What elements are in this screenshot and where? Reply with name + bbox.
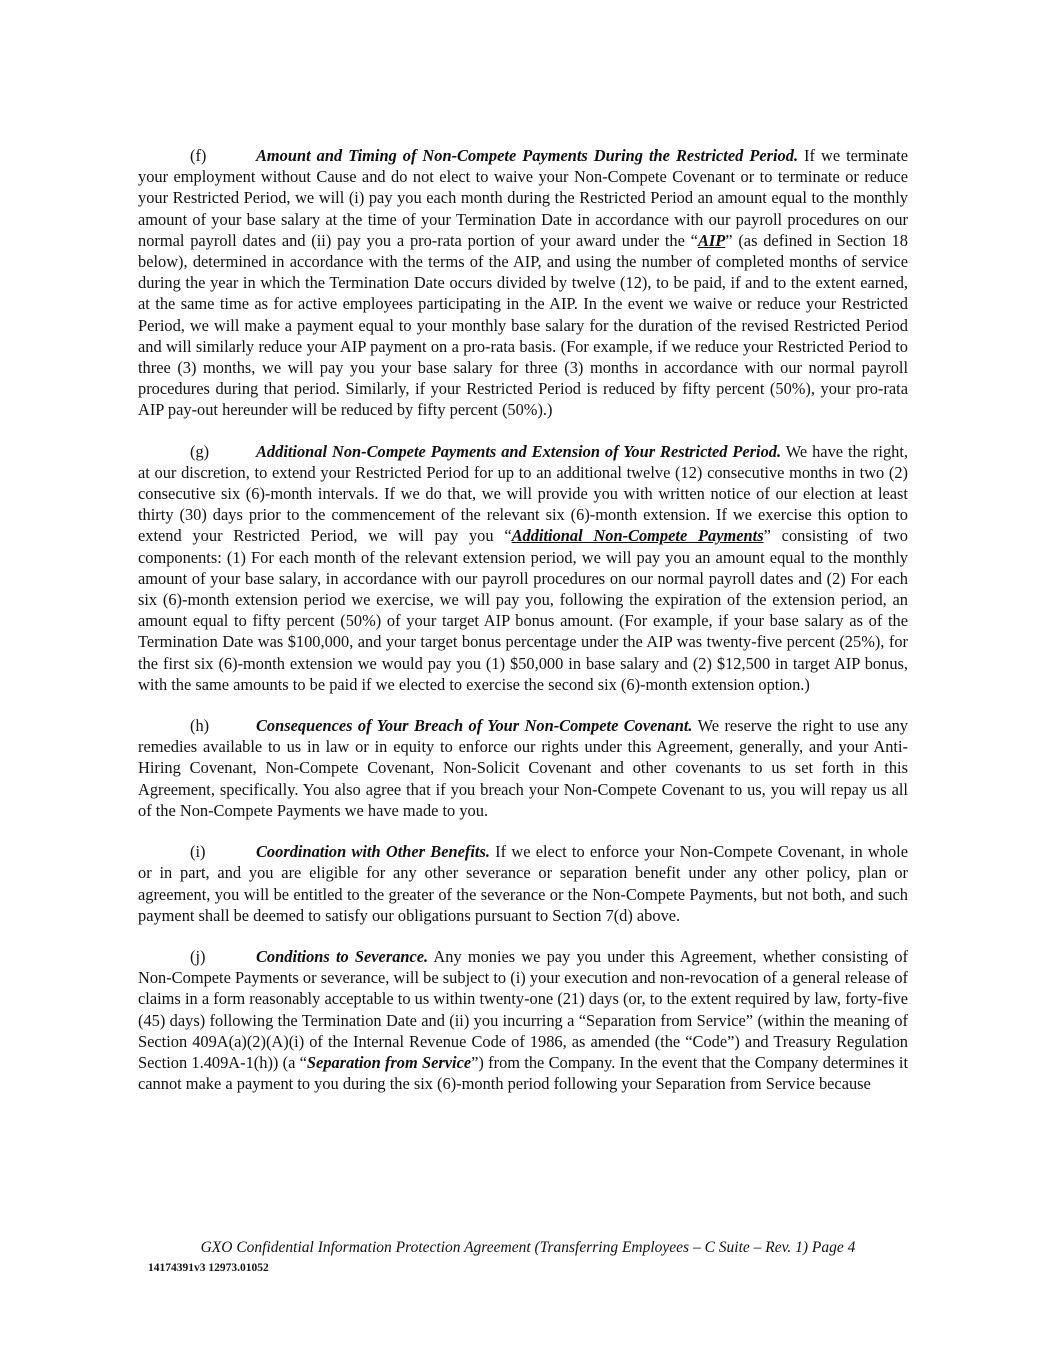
defined-term: AIP bbox=[697, 230, 726, 250]
section-i bbox=[138, 841, 908, 926]
document-body bbox=[138, 145, 908, 1114]
section-heading: Coordination with Other Benefits. bbox=[256, 842, 490, 862]
section-text: If we elect to enforce your Non-Compete Covenant, in whole or in part, and you are eligible for any other severance or separation benefit under any other policy, plan or agreement, you will be entitled to the greater of the severance or the Non-Compete Payments, but not both, and such payment shall be deemed to satisfy our obligations pursuant to Section 7(d) above. bbox=[138, 842, 908, 925]
section-label: (f) bbox=[190, 146, 207, 165]
footer-doc-id: 14174391v3 12973.01052 bbox=[148, 1262, 269, 1274]
section-text-continued: ” (as defined in Section 18 below), determined in accordance with the terms of the AIP, and using the number of completed months of service during the year in which the Termination Date occurs divided by twelve (12), to be paid, if and to the extent earned, at the same time as for active employees participating in the AIP. In the event we waive or reduce your Restricted Period, we will make a payment equal to your monthly base salary for the duration of the revised Restricted Period and will similarly reduce your AIP payment on a pro-rata basis. (For example, if we reduce your Restricted Period to three (3) months, we will pay you your base salary for three (3) months in accordance with our normal payroll procedures during that period. Similarly, if your Restricted Period is reduced by fifty percent (50%), your pro-rata AIP pay-out hereunder will be reduced by fifty percent (50%).) bbox=[138, 230, 908, 420]
section-label: (h) bbox=[190, 716, 210, 736]
section-heading: Amount and Timing of Non-Compete Payments During the Restricted Period. bbox=[256, 146, 799, 165]
section-label: (j) bbox=[190, 946, 206, 966]
defined-term: Additional Non-Compete Payments bbox=[511, 526, 764, 546]
section-label: (i) bbox=[190, 842, 206, 862]
section-heading: Conditions to Severance. bbox=[256, 946, 429, 966]
section-text: Any monies we pay you under this Agreement, whether consisting of Non-Compete Payments or severance, will be subject to (i) your execution and non-revocation of a general release of claims in a form reasonably acceptable to us within twenty-one (21) days (or, to the extent required by law, forty-five (45) days) following the Termination Date and (ii) you incurring a “Separation from Service” (within the meaning of Section 409A(a)(2)(A)(i) of the Internal Revenue Code of 1986, as amended (the “Code”) and Treasury Regulation Section 1.409A-1(h)) (a “ bbox=[138, 946, 908, 1072]
section-text: If we terminate your employment without Cause and do not elect to waive your Non-Compete Covenant or to terminate or reduce your Restricted Period, we will (i) pay you each month during the Restricted Period an amount equal to the monthly amount of your base salary at the time of your Termination Date in accordance with our payroll procedures on our normal payroll dates and (ii) pay you a pro-rata portion of your award under the “ bbox=[138, 146, 908, 250]
section-text-continued: ”) from the Company. In the event that the Company determines it cannot make a payment to you during the six (6)-month period following your Separation from Service because bbox=[138, 1052, 908, 1094]
defined-term: Separation from Service bbox=[306, 1052, 472, 1072]
section-heading: Consequences of Your Breach of Your Non-Compete Covenant. bbox=[256, 716, 693, 736]
section-label: (g) bbox=[190, 441, 210, 461]
section-j bbox=[138, 946, 908, 1094]
section-g bbox=[138, 441, 908, 695]
section-f bbox=[138, 145, 908, 421]
section-text-continued: ” consisting of two components: (1) For each month of the relevant extension period, we will pay you an amount equal to the monthly amount of your base salary, in accordance with our payroll procedures on our normal payroll dates and (2) For each six (6)-month extension period we exercise, we will pay you, following the expiration of the extension period, an amount equal to fifty percent (50%) of your target AIP bonus amount. (For example, if your base salary as of the Termination Date was $100,000, and your target bonus percentage under the AIP was twenty-five percent (25%), for the first six (6)-month extension we would pay you (1) $50,000 in base salary and (2) $12,500 in target AIP bonus, with the same amounts to be paid if we elected to exercise the second six (6)-month extension option.) bbox=[138, 526, 908, 694]
footer-title: GXO Confidential Information Protection Agreement (Transferring Employees – C Suite – Rev. 1) Page 4 bbox=[200, 1239, 856, 1256]
section-text: We have the right, at our discretion, to extend your Restricted Period for up to an additional twelve (12) consecutive months in two (2) consecutive six (6)-month intervals. If we do that, we will provide you with written notice of our election at least thirty (30) days prior to the commencement of the relevant six (6)-month extension. If we exercise this option to extend your Restricted Period, we will pay you “ bbox=[138, 441, 909, 546]
page-footer bbox=[148, 1238, 908, 1278]
section-text: We reserve the right to use any remedies available to us in law or in equity to enforce our rights under this Agreement, generally, and your Anti-Hiring Covenant, Non-Compete Covenant, Non-Solicit Covenant and other covenants to us set forth in this Agreement, specifically. You also agree that if you breach your Non-Compete Covenant to us, you will repay us all of the Non-Compete Payments we have made to you. bbox=[138, 716, 908, 820]
section-h bbox=[138, 715, 908, 821]
section-heading: Additional Non-Compete Payments and Extension of Your Restricted Period. bbox=[256, 441, 782, 461]
